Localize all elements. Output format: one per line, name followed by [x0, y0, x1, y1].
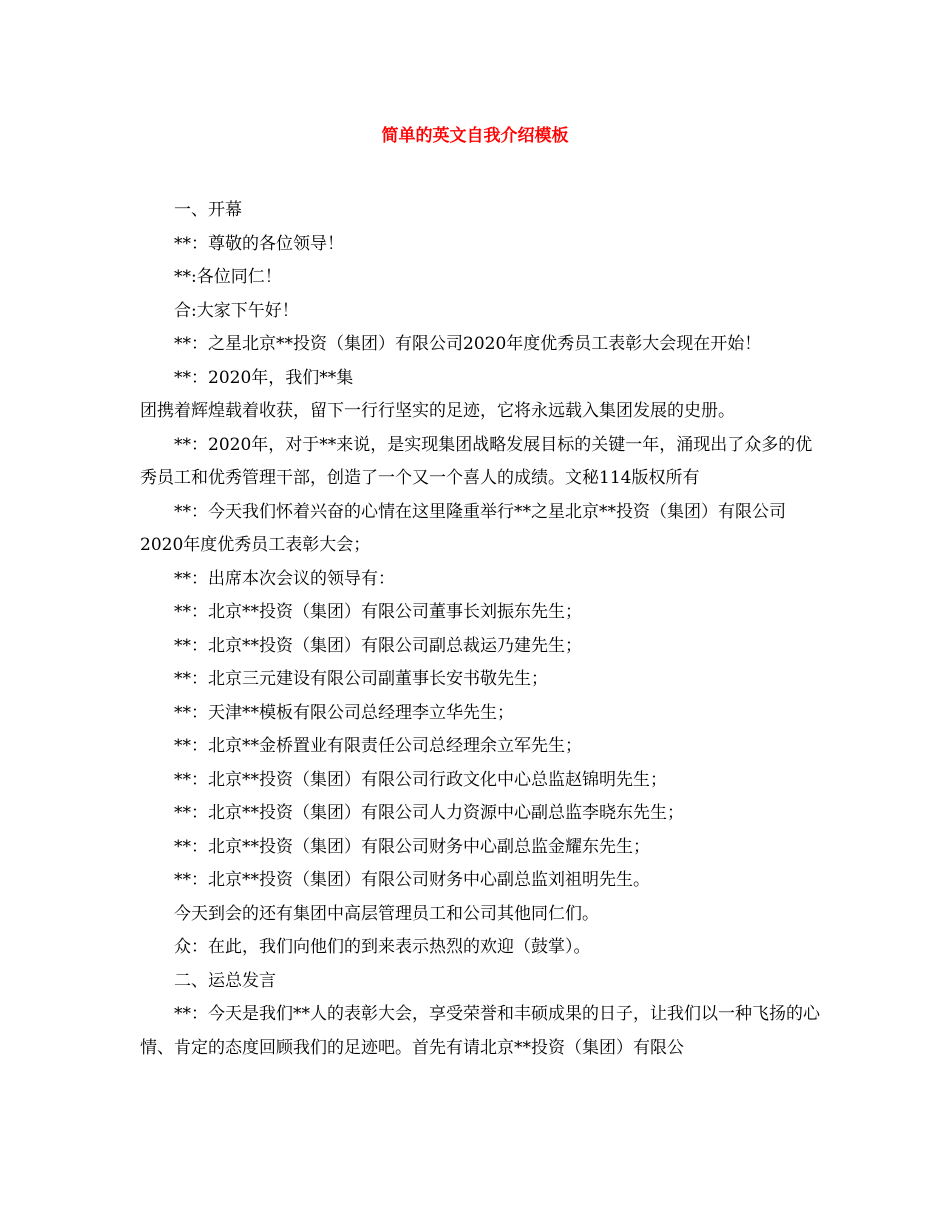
- paragraph: **：出席本次会议的领导有：: [174, 568, 395, 589]
- paragraph: 合:大家下午好！: [174, 300, 299, 321]
- paragraph: **：北京**投资（集团）有限公司行政文化中心总监赵锦明先生；: [174, 769, 667, 790]
- paragraph: **：北京**金桥置业有限责任公司总经理余立军先生；: [174, 736, 582, 756]
- paragraph: 团携着辉煌载着收获，留下一行行坚实的足迹，它将永远载入集团发展的史册。: [140, 401, 735, 421]
- paragraph: **：今天是我们**人的表彰大会，享受荣誉和丰硕成果的日子，让我们以一种飞扬的心情、肯定的态度回顾我们的足迹吧。首先有请北京**投资（集团）有限公: [140, 1004, 820, 1058]
- paragraph: **：北京**投资（集团）有限公司人力资源中心副总监李晓东先生；: [174, 803, 684, 823]
- paragraph: **：北京**投资（集团）有限公司副总裁运乃建先生；: [174, 635, 582, 656]
- paragraph: **：之星北京**投资（集团）有限公司2020年度优秀员工表彰大会现在开始！: [174, 334, 762, 354]
- paragraph: **：北京**投资（集团）有限公司财务中心副总监刘祖明先生。: [174, 870, 650, 890]
- paragraph: **:各位同仁！: [174, 267, 282, 287]
- paragraph: **：北京**投资（集团）有限公司董事长刘振东先生；: [174, 602, 582, 622]
- paragraph: **：2020年，我们**集: [174, 367, 354, 388]
- paragraph: **：今天我们怀着兴奋的心情在这里隆重举行**之星北京**投资（集团）有限公司2020年度优秀员工表彰大会；: [140, 501, 786, 555]
- document-title: 简单的英文自我介绍模板: [381, 126, 569, 146]
- paragraph: **：2020年，对于**来说，是实现集团战略发展目标的关键一年，涌现出了众多的优秀员工和优秀管理干部，创造了一个又一个喜人的成绩。文秘114版权所有: [140, 434, 813, 488]
- document-body: [140, 194, 822, 1065]
- section-heading-opening: 一、开幕: [174, 200, 242, 220]
- paragraph: **：北京三元建设有限公司副董事长安书敬先生；: [174, 669, 548, 689]
- paragraph: **：北京**投资（集团）有限公司财务中心副总监金耀东先生；: [174, 836, 650, 857]
- paragraph: 今天到会的还有集团中高层管理员工和公司其他同仁们。: [174, 903, 599, 924]
- section-heading-speech: 二、运总发言: [174, 970, 276, 991]
- paragraph: 众：在此，我们向他们的到来表示热烈的欢迎（鼓掌）。: [174, 937, 591, 957]
- paragraph: **：尊敬的各位领导！: [174, 233, 344, 254]
- paragraph: **：天津**模板有限公司总经理李立华先生；: [174, 702, 514, 723]
